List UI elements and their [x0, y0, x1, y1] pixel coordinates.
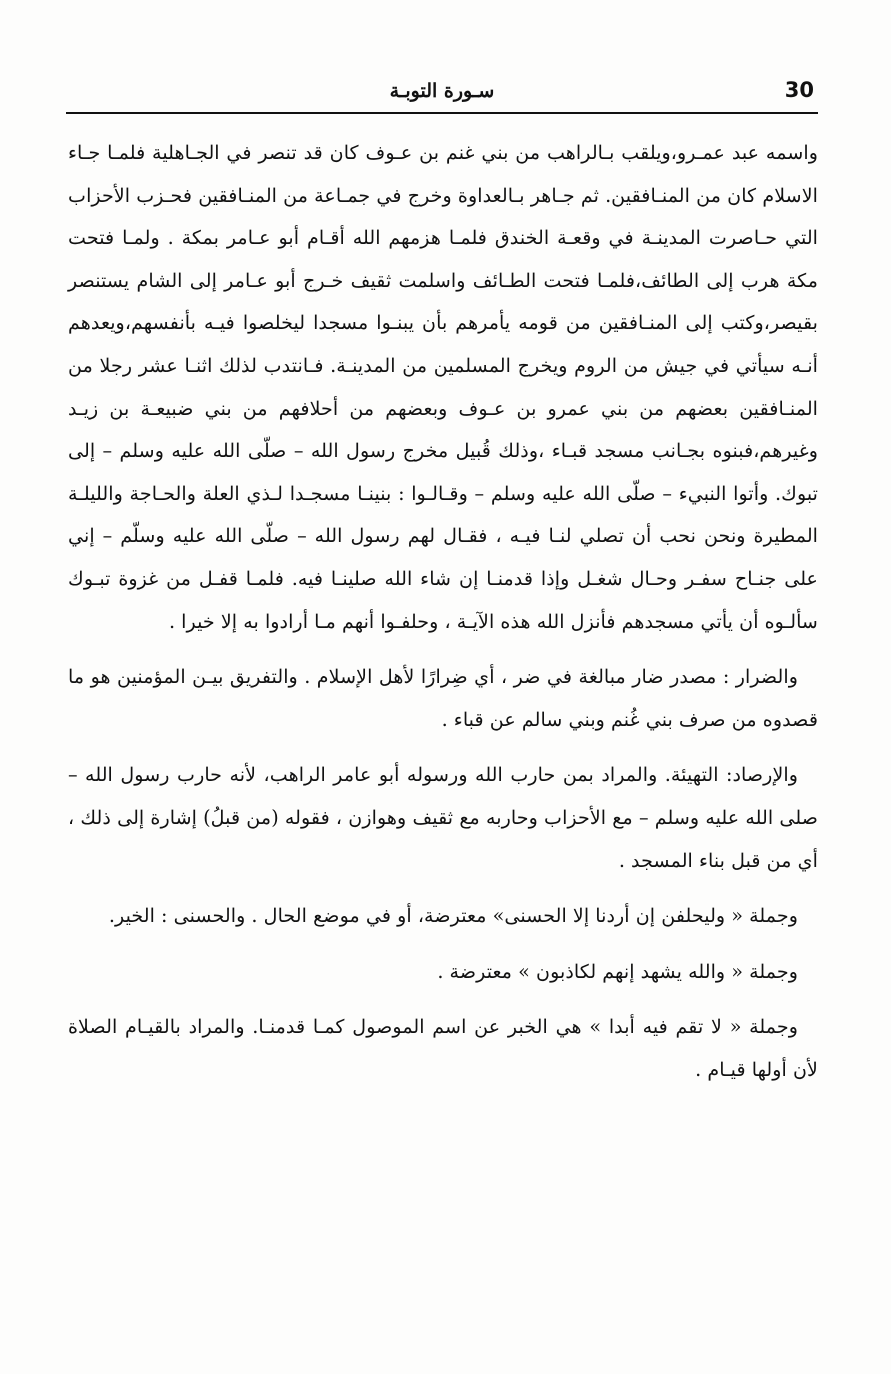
- page-number: 30: [784, 78, 814, 102]
- paragraph-6: وجملة « لا تقم فيه أبدا » هي الخبر عن اسم الموصول كمـا قدمنـا. والمراد بالقيـام الصلاة لأن أولها قيـام .: [68, 1015, 818, 1081]
- page-body: [68, 132, 818, 1091]
- header-rule: [66, 112, 818, 114]
- paragraph-4: وجملة « وليحلفن إن أردنا إلا الحسنى» معترضة، أو في موضع الحال . والحسنى : الخير.: [108, 904, 798, 928]
- page-header: [66, 72, 818, 112]
- running-title: سـورة التوبـة: [389, 80, 495, 102]
- paragraph-3: والإرصاد: التهيئة. والمراد بمن حارب الله ورسوله أبو عامر الراهب، لأنه حارب رسول الله – صلى الله عليه وسلم – مع الأحزاب وحاربه مع ثقيف وهوازن ، فقوله (من قبلُ) إشارة إلى ذلك ، أي من قبل بناء المسجد .: [68, 763, 818, 872]
- paragraph-1: واسمه عبد عمـرو،ويلقب بـالراهب من بني غنم بن عـوف كان قد تنصر في الجـاهلية فلمـا جـاء الاسلام كان من المنـافقين. ثم جـاهر بـالعداوة وخرج في جمـاعة من المنـافقين فحـزب الأحزاب التي حـاصرت المدينـة في وقعـة الخندق فلمـا هزمهم الله أقـام أبو عـامر بمكة . ولمـا فتحت مكة هرب إلى الطائف،فلمـا فتحت الطـائف واسلمت ثقيف خـرج أبو عـامر إلى الشام يستنصر بقيصر،وكتب إلى المنـافقين من قومه يأمرهم بأن يبنـوا مسجدا ليخلصوا فيـه بأنفسهم،ويعدهم أنـه سيأتي في جيش من الروم ويخرج المسلمين من المدينـة. فـانتدب لذلك اثنـا عشر رجلا من المنـافقين بعضهم من بني عمرو بن عـوف وبعضهم من أحلافهم من بني ضبيعـة بن زيـد وغيرهم،فبنوه بجـانب مسجد قبـاء ،وذلك قُبيل مخرج رسول الله – صلّى الله عليه وسلم – إلى تبوك. وأتوا النبيء – صلّى الله عليه وسلم – وقـالـوا : بنينـا مسجـدا لـذي العلة والحـاجة والليلـة المطيرة ونحن نحب أن تصلي لنـا فيـه ، فقـال لهم رسول الله – صلّى الله عليه وسلّم – إني على جنـاح سفـر وحـال شغـل وإذا قدمنـا إن شاء الله صلينـا فيه. فلمـا قفـل من غزوة تبـوك سألـوه أن يأتي مسجدهم فأنزل الله هذه الآيـة ، وحلفـوا أنهم مـا أرادوا به إلا خيرا .: [68, 141, 818, 633]
- paragraph-2: والضرار : مصدر ضار مبالغة في ضر ، أي ضِرارًا لأهل الإسلام . والتفريق بيـن المؤمنين هو ما قصدوه من صرف بني غُنم وبني سالم عن قباء .: [68, 665, 818, 731]
- paragraph-5: وجملة « والله يشهد إنهم لكاذبون » معترضة .: [437, 959, 798, 983]
